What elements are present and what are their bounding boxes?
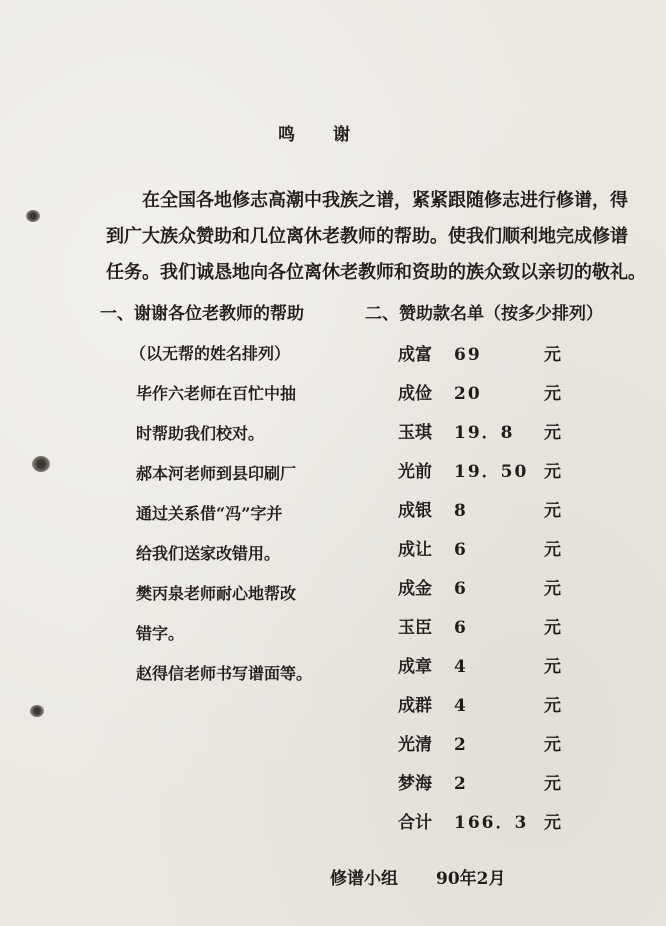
donor-amount: 6 — [454, 579, 468, 599]
donor-unit: 元 — [544, 579, 561, 599]
donor-unit: 元 — [544, 540, 561, 560]
donor-unit: 元 — [544, 345, 561, 365]
teacher-note-line: 郝本河老师到县印刷厂 — [136, 464, 297, 483]
donor-row — [365, 648, 625, 687]
donor-total-row — [365, 804, 625, 843]
donor-list — [365, 336, 625, 804]
donor-amount: 4 — [454, 696, 468, 716]
donor-row — [365, 492, 625, 531]
signature-group: 修谱小组 — [330, 869, 398, 889]
donor-unit: 元 — [544, 657, 561, 677]
donor-amount: 19．50 — [454, 462, 529, 482]
donor-row — [365, 375, 625, 414]
donors-section — [365, 298, 625, 843]
section-heading-donors: 二、赞助款名单（按多少排列） — [365, 304, 603, 324]
intro-line: 在全国各地修志高潮中我族之谱，紧紧跟随修志进行修谱，得 — [142, 190, 628, 211]
donor-amount: 6 — [454, 540, 468, 560]
donor-row — [365, 609, 625, 648]
total-label: 合计 — [398, 813, 432, 833]
donor-name: 光前 — [398, 462, 432, 482]
teacher-note-line: 时帮助我们校对。 — [136, 424, 265, 443]
section-subheading: （以无帮的姓名排列） — [130, 344, 291, 363]
teachers-section — [100, 298, 340, 694]
donor-unit: 元 — [544, 501, 561, 521]
teacher-note-line: 错字。 — [136, 624, 185, 643]
donor-name: 成让 — [398, 540, 432, 560]
donor-name: 梦海 — [398, 774, 432, 794]
donor-name: 成金 — [398, 579, 432, 599]
donor-name: 玉琪 — [398, 423, 432, 443]
donor-name: 成章 — [398, 657, 432, 677]
donor-amount: 6 — [454, 618, 468, 638]
teacher-note-line: 赵得信老师书写谱面等。 — [136, 664, 313, 683]
donor-amount: 20 — [454, 384, 482, 404]
punch-hole-bottom — [30, 705, 44, 717]
donor-amount: 8 — [454, 501, 468, 521]
donor-unit: 元 — [544, 618, 561, 638]
donor-name: 成富 — [398, 345, 432, 365]
donor-amount: 69 — [454, 345, 482, 365]
donor-row — [365, 336, 625, 375]
signature-date: 90年2月 — [436, 869, 506, 889]
donor-amount: 2 — [454, 774, 468, 794]
donor-unit: 元 — [544, 696, 561, 716]
punch-hole-top — [26, 210, 40, 222]
donor-name: 光清 — [398, 735, 432, 755]
donor-unit: 元 — [544, 423, 561, 443]
page-title: 鸣谢 — [278, 125, 388, 145]
total-unit: 元 — [544, 813, 561, 833]
donor-amount: 19．8 — [454, 423, 515, 443]
donor-unit: 元 — [544, 774, 561, 794]
donor-row — [365, 414, 625, 453]
donor-name: 成群 — [398, 696, 432, 716]
teacher-note-line: 樊丙泉老师耐心地帮改 — [136, 584, 297, 603]
donor-row — [365, 687, 625, 726]
intro-line: 到广大族众赞助和几位离休老教师的帮助。使我们顺利地完成修谱 — [106, 226, 628, 247]
donor-unit: 元 — [544, 462, 561, 482]
donor-name: 玉臣 — [398, 618, 432, 638]
donor-unit: 元 — [544, 384, 561, 404]
donor-row — [365, 726, 625, 765]
donor-name: 成俭 — [398, 384, 432, 404]
donor-row — [365, 570, 625, 609]
donor-row — [365, 453, 625, 492]
donor-amount: 4 — [454, 657, 468, 677]
teacher-note-line: 通过关系借“冯”字并 — [136, 504, 283, 523]
donor-row — [365, 531, 625, 570]
intro-line: 任务。我们诚恳地向各位离休老教师和资助的族众致以亲切的敬礼。 — [106, 262, 646, 283]
total-amount: 166．3 — [454, 813, 529, 833]
donor-row — [365, 765, 625, 804]
donor-name: 成银 — [398, 501, 432, 521]
teacher-note-line: 给我们送家改错用。 — [136, 544, 281, 563]
section-heading-teachers: 一、谢谢各位老教师的帮助 — [100, 304, 304, 324]
donor-amount: 2 — [454, 735, 468, 755]
signature-line — [330, 864, 506, 889]
teacher-note-line: 毕作六老师在百忙中抽 — [136, 384, 297, 403]
punch-hole-middle — [32, 456, 50, 472]
donor-unit: 元 — [544, 735, 561, 755]
intro-paragraph — [106, 183, 646, 291]
